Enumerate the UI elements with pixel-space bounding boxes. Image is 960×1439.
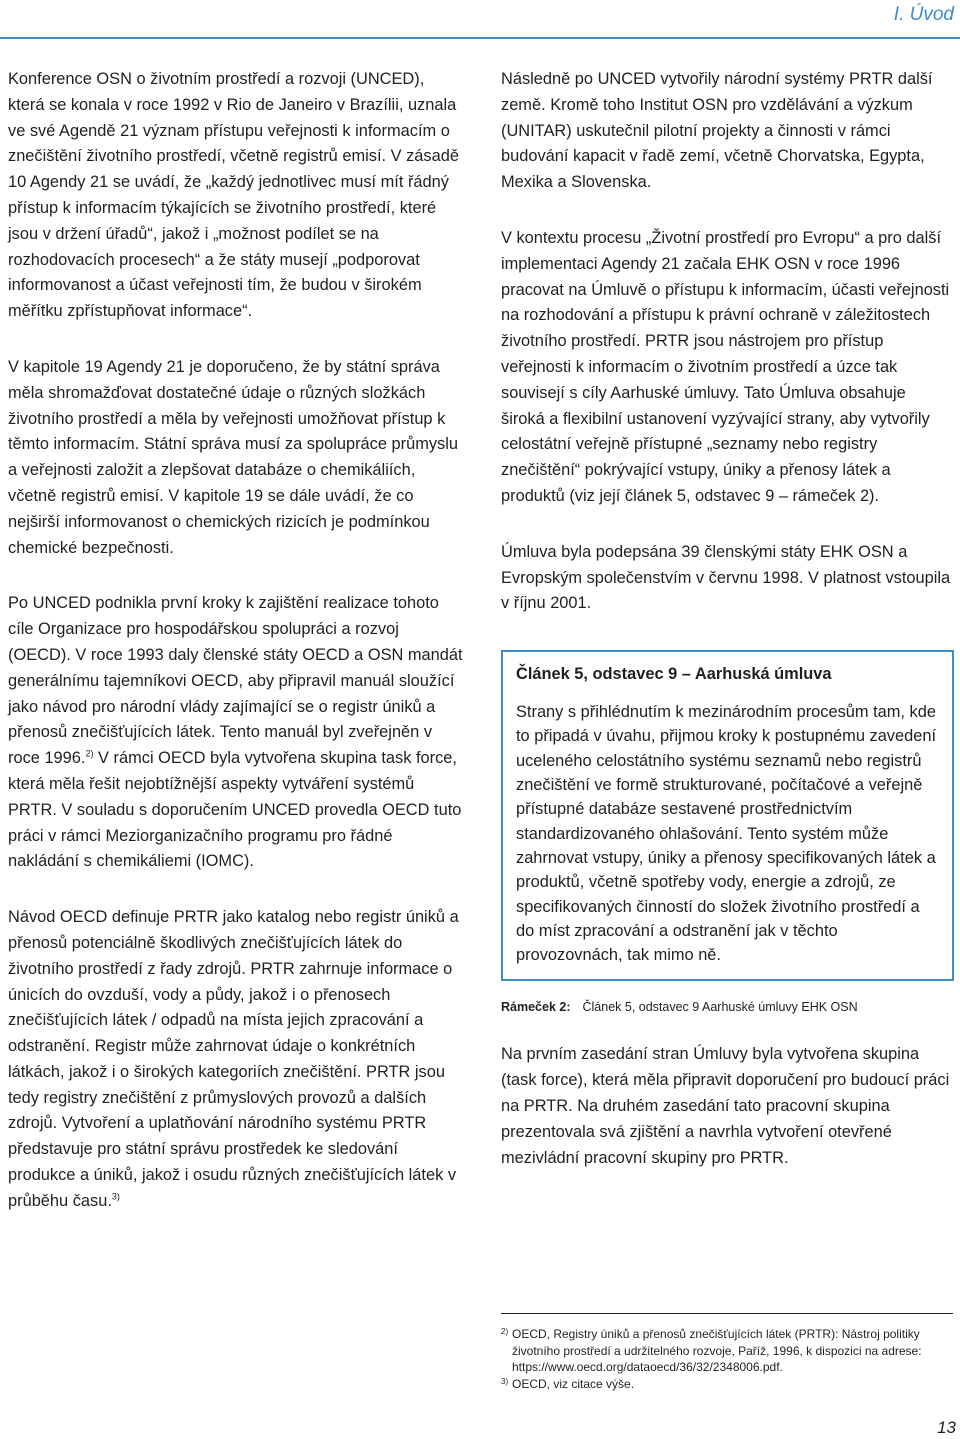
footnote-2 <box>501 1326 953 1376</box>
paragraph-text: Návod OECD definuje PRTR jako katalog nebo registr úniků a přenosů potenciálně škodlivých znečišťujících látek do životního prostředí z řady zdrojů. PRTR zahrnuje informace o únicích do ovzduší, vody a půdy, jakož i o přenosech znečišťujících látek / odpadů na místa jejich zpracování a odstranění. Registr může zahrnovat údaje o konkrétních látkách, jakož i o širokých kategoriích znečištění. PRTR jsou tedy registry znečištění z průmyslových provozů a dalších zdrojů. Vytvoření a uplatňování národního systému PRTR představuje pro státní správu prostředek ke sledování produkce a úniků, jakož i osudu různých znečišťujících látek v průběhu času. <box>8 908 459 1210</box>
footnote-text: OECD, Registry úniků a přenosů znečišťujících látek (PRTR): Nástroj politiky životního prostředí a udržitelného rozvoje, Paříž, 1996, k dispozici na adrese: https://www.oecd.org/dataoecd/36/32/2348006.pdf. <box>512 1327 922 1374</box>
paragraph-chapter-19: V kapitole 19 Agendy 21 je doporučeno, že by státní správa měla shromažďovat dostatečné údaje o různých složkách životního prostředí a měla by veřejnosti umožňovat přístup k těmto informacím. Státní správa musí za spolupráce průmyslu a veřejnosti založit a zlepšovat databáze o chemikáliích, včetně registrů emisí. V kapitole 19 se dále uvádí, že co nejširší informovanost o chemických rizicích je podmínkou chemické bezpečnosti. <box>8 357 459 557</box>
left-column <box>8 67 464 1215</box>
chapter-title: I. Úvod <box>893 4 954 25</box>
footnote-3 <box>501 1376 953 1393</box>
footnote-number: 2) <box>501 1327 509 1336</box>
box-caption <box>501 998 954 1016</box>
box-text: Strany s přihlédnutím k mezinárodním procesům tam, kde to připadá v úvahu, přijmou kroky k postupnému zavedení uceleného celostátního systému seznamů nebo registrů znečištění ve formě strukturované, počítačové a veřejně přístupné databáze sestavené prostřednictvím standardizovaného ohlašování. Tento systém může zahrnovat vstupy, úniky a přenosy specifikovaných látek a produktů, včetně spotřeby vody, energie a zdrojů, ze specifikovaných činností do složek životního prostředí a do míst zpracování a odstranění jak v těchto provozovnách, tak mimo ně. <box>516 703 937 965</box>
paragraph-text: Konference OSN o životním prostředí a rozvoji (UNCED), která se konala v roce 1992 v Rio de Janeiro v Brazílii, uznala ve své Agendě 21 význam přístupu veřejnosti k informacím o znečištění životního prostředí, včetně registrů emisí. V zásadě 10 Agendy 21 se uvádí, že <box>8 70 459 192</box>
right-column <box>501 67 954 1171</box>
page-number: 13 <box>937 1418 956 1437</box>
paragraph-text: V rámci OECD byla vytvořena skupina task force, která měla řešit nejobtížnější aspekty vytváření systémů PRTR. V souladu s doporučením UNCED provedla OECD tuto práci v rámci Meziorganizačního programu pro řádné nakládání s chemikáliemi (IOMC). <box>8 749 462 871</box>
header-rule <box>0 37 960 39</box>
caption-label: Rámeček 2: <box>501 1000 571 1015</box>
footnotes <box>501 1326 953 1392</box>
footnote-ref-3[interactable]: 3) <box>111 1191 120 1202</box>
paragraph-first-meeting: Na prvním zasedání stran Úmluvy byla vytvořena skupina (task force), která měla připravit doporučení pro budoucí práci na PRTR. Na druhém zasedání tato pracovní skupina prezentovala svá zjištění a navrhla vytvoření otevřené mezivládní pracovní skupiny pro PRTR. <box>501 1045 950 1167</box>
paragraph-prtr-definition <box>8 905 464 1215</box>
footnote-ref-2[interactable]: 2) <box>85 748 94 759</box>
article-box <box>501 650 954 981</box>
paragraph-aarhus-context: V kontextu procesu „Životní prostředí pro Evropu“ a pro další implementaci Agendy 21 začala EHK OSN v roce 1996 pracovat na Úmluvě o přístupu k informacím, účasti veřejnosti na rozhodování a přístupu k právní ochraně v záležitostech životního prostředí. PRTR jsou nástrojem pro přístup veřejnosti k informacím o životním prostředí a úzce tak souvisejí s cíly Aarhuské úmluvy. Tato Úmluva obsahuje široká a flexibilní ustanovení vyzývající strany, aby vytvořily celostátní veřejně přístupné „seznamy nebo registry znečištění“ pokrývající vstupy, úniky a přenosy látek a produktů (viz její článek 5, odstavec 9 – rámeček 2). <box>501 228 950 505</box>
footnote-text: OECD, viz citace výše. <box>512 1376 635 1391</box>
principle-10-quote: „každý jednotlivec musí mít řádný přístup k informacím týkajících se životního prostředí, které jsou v držení úřadů“, jakož i „možnost podílet se na rozhodovacích procesech“ a že státy musejí „podporovat informovanost a účast veřejnosti tím, že budou v širokém měřítku zpřístupňovat informace“. <box>8 173 449 321</box>
paragraph-unced-agenda <box>8 67 464 325</box>
box-title: Článek 5, odstavec 9 – Aarhuská úmluva <box>516 665 832 684</box>
paragraph-national-prtr: Následně po UNCED vytvořily národní systémy PRTR další země. Kromě toho Institut OSN pro vzdělávání a výzkum (UNITAR) uskutečnil pilotní projekty a činnosti v rámci budování kapacit v řadě zemí, včetně Chorvatska, Egypta, Mexika a Slovenska. <box>501 70 933 192</box>
paragraph-convention-signed: Úmluva byla podepsána 39 členskými státy EHK OSN a Evropským společenstvím v červnu 1998. V platnost vstoupila v říjnu 2001. <box>501 542 951 613</box>
footnote-rule <box>501 1313 953 1314</box>
footnote-number: 3) <box>501 1376 509 1386</box>
caption-text: Článek 5, odstavec 9 Aarhuské úmluvy EHK OSN <box>582 1000 858 1015</box>
paragraph-text: Po UNCED podnikla první kroky k zajištění realizace tohoto cíle Organizace pro hospodářskou spolupráci a rozvoj (OECD). V roce 1993 daly členské státy OECD a OSN mandát generálnímu tajemníkovi OECD, aby připravil manuál sloužící jako návod pro národní vlády zajímající se o registr úniků a přenosů znečišťujících látek. Tento manuál byl zveřejněn v roce 1996. <box>8 594 463 768</box>
paragraph-oecd-steps <box>8 591 464 875</box>
